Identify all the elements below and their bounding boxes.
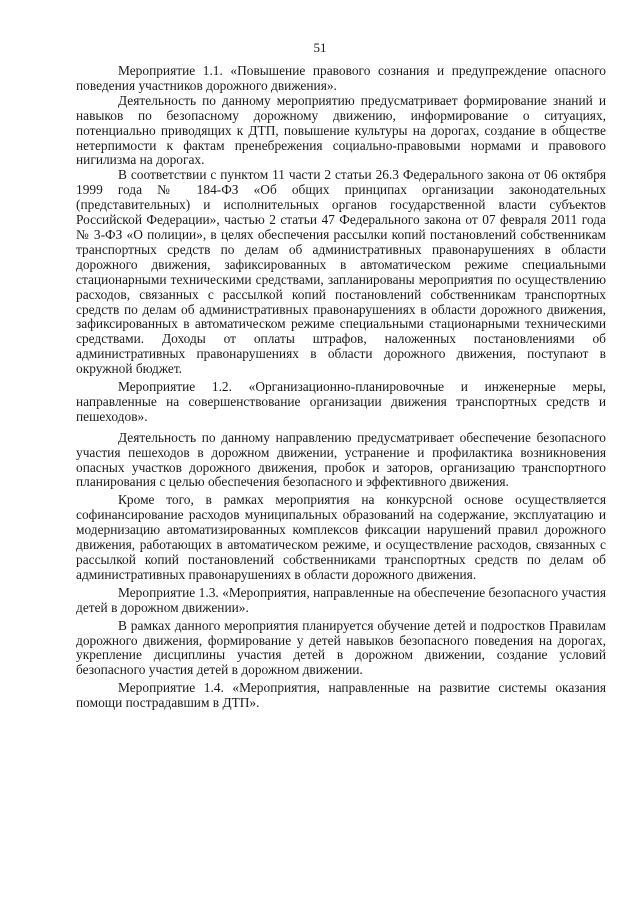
paragraph-measure-1-1-title: Мероприятие 1.1. «Повышение правового сознания и предупреждение опасного поведения участников дорожного движения». xyxy=(76,63,606,93)
paragraph-measure-1-1-description: Деятельность по данному мероприятию предусматривает формирование знаний и навыков по безопасному дорожному движению, информирование о ситуациях, потенциально приводящих к ДТП, повышение культуры на дорогах, создание в обществе нетерпимости к фактам пренебрежения социально-правовыми нормами и правового нигилизма на дорогах. xyxy=(76,92,606,168)
paragraph-measure-1-3-title: Мероприятие 1.3. «Мероприятия, направленные на обеспечение безопасного участия детей в дорожном движении». xyxy=(76,584,606,615)
paragraph-cofinancing: Кроме того, в рамках мероприятия на конкурсной основе осуществляется софинансирование расходов муниципальных образований на содержание, эксплуатацию и модернизацию автоматизированных комплексов фиксации нарушений правил дорожного движения, работающих в автоматическом режиме, и осуществление расходов, связанных с рассылкой копий постановлений собственниками транспортных средств по делам об административных правонарушениях в области дорожного движения. xyxy=(76,492,606,582)
paragraph-measure-1-3-description: В рамках данного мероприятия планируется обучение детей и подростков Правилам дорожного движения, формирование у детей навыков безопасного поведения на дорогах, укрепление дисциплины участия детей в дорожном движении, создание условий безопасного участия детей в дорожном движении. xyxy=(76,617,606,678)
paragraph-legal-basis: В соответствии с пунктом 11 части 2 статьи 26.3 Федерального закона от 06 октября 1999 года № 184-ФЗ «Об общих принципах организации законодательных (представительных) и исполнительных органов государственной власти субъектов Российской Федерации», частью 2 статьи 47 Федерального закона от 07 февраля 2011 года № 3-ФЗ «О полиции», в целях обеспечения рассылки копий постановлений собственникам транспортных средств по делам об административных правонарушениях в области дорожного движения, зафиксированных в автоматическом режиме специальными стационарными техническими средствами, запланированы мероприятия по осуществлению расходов, связанных с рассылкой копий постановлений собственникам транспортных средств по делам об административных правонарушениях в области дорожного движения, зафиксированных в автоматическом режиме специальными стационарными техническими средствами. Доходы от оплаты штрафов, наложенных постановлениями об административных правонарушениях в области дорожного движения, поступают в окружной бюджет. xyxy=(76,167,606,377)
document-body xyxy=(76,64,606,711)
page-number: 51 xyxy=(313,40,327,55)
paragraph-measure-1-2-title: Мероприятие 1.2. «Организационно-планировочные и инженерные меры, направленные на совершенствование организации движения транспортных средств и пешеходов». xyxy=(76,379,606,424)
paragraph-measure-1-4-title: Мероприятие 1.4. «Мероприятия, направленные на развитие системы оказания помощи пострадавшим в ДТП». xyxy=(76,680,606,711)
paragraph-measure-1-2-description: Деятельность по данному направлению предусматривает обеспечение безопасного участия пешеходов в дорожном движении, устранение и профилактика возникновения опасных участков дорожного движения, пробок и заторов, организацию транспортного планирования с целью обеспечения безопасного и эффективного движения. xyxy=(76,429,606,490)
